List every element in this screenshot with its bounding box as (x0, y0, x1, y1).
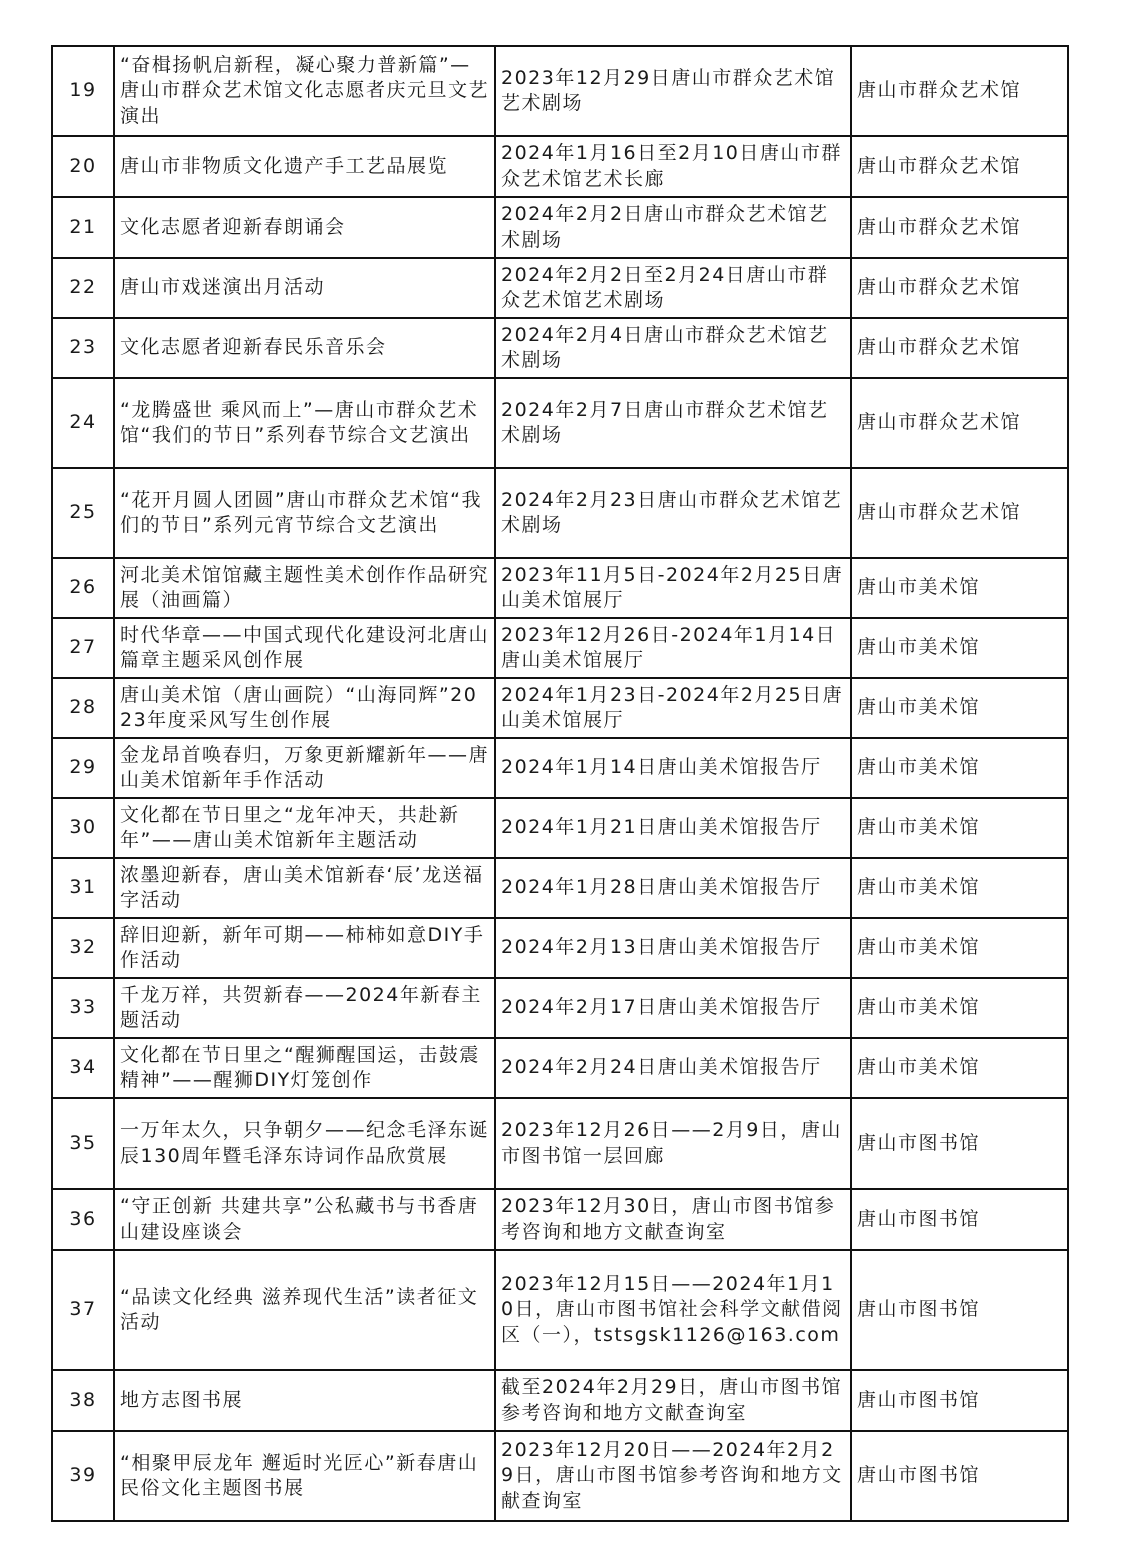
table-row (52, 136, 1068, 197)
table-row (52, 318, 1068, 378)
event-organizer: 唐山市图书馆 (851, 1431, 1068, 1521)
event-time-place: 2024年1月23日-2024年2月25日唐山美术馆展厅 (495, 678, 851, 738)
event-time-place: 2023年12月30日，唐山市图书馆参考咨询和地方文献查询室 (495, 1189, 851, 1250)
event-title: “奋楫扬帆启新程，凝心聚力普新篇”—唐山市群众艺术馆文化志愿者庆元旦文艺演出 (114, 46, 495, 136)
event-organizer: 唐山市群众艺术馆 (851, 318, 1068, 378)
event-title: 一万年太久，只争朝夕——纪念毛泽东诞辰130周年暨毛泽东诗词作品欣赏展 (114, 1098, 495, 1189)
event-time-place: 2024年2月7日唐山市群众艺术馆艺术剧场 (495, 378, 851, 468)
event-organizer: 唐山市图书馆 (851, 1189, 1068, 1250)
event-title: 时代华章——中国式现代化建设河北唐山篇章主题采风创作展 (114, 618, 495, 678)
row-number: 25 (52, 468, 114, 558)
row-number: 27 (52, 618, 114, 678)
events-table-body (52, 46, 1068, 1521)
event-time-place: 2024年1月21日唐山美术馆报告厅 (495, 798, 851, 858)
table-row (52, 46, 1068, 136)
event-organizer: 唐山市群众艺术馆 (851, 258, 1068, 318)
event-title: 千龙万祥，共贺新春——2024年新春主题活动 (114, 978, 495, 1038)
event-time-place: 2024年2月23日唐山市群众艺术馆艺术剧场 (495, 468, 851, 558)
event-time-place: 2023年12月15日——2024年1月10日，唐山市图书馆社会科学文献借阅区（一），tstsgsk1126@163.com (495, 1250, 851, 1370)
event-time-place: 2024年2月2日唐山市群众艺术馆艺术剧场 (495, 197, 851, 258)
event-title: 浓墨迎新春，唐山美术馆新春‘辰’龙送福字活动 (114, 858, 495, 918)
event-title: “品读文化经典 滋养现代生活”读者征文活动 (114, 1250, 495, 1370)
row-number: 24 (52, 378, 114, 468)
row-number: 36 (52, 1189, 114, 1250)
event-organizer: 唐山市群众艺术馆 (851, 46, 1068, 136)
event-time-place: 2024年2月24日唐山美术馆报告厅 (495, 1038, 851, 1098)
row-number: 33 (52, 978, 114, 1038)
event-title: 文化志愿者迎新春民乐音乐会 (114, 318, 495, 378)
event-time-place: 截至2024年2月29日，唐山市图书馆参考咨询和地方文献查询室 (495, 1370, 851, 1431)
row-number: 37 (52, 1250, 114, 1370)
event-organizer: 唐山市美术馆 (851, 618, 1068, 678)
table-row (52, 378, 1068, 468)
event-time-place: 2023年12月20日——2024年2月29日，唐山市图书馆参考咨询和地方文献查询室 (495, 1431, 851, 1521)
event-organizer: 唐山市美术馆 (851, 858, 1068, 918)
table-row (52, 738, 1068, 798)
row-number: 39 (52, 1431, 114, 1521)
event-title: 文化志愿者迎新春朗诵会 (114, 197, 495, 258)
row-number: 26 (52, 558, 114, 618)
event-time-place: 2024年2月17日唐山美术馆报告厅 (495, 978, 851, 1038)
event-title: “守正创新 共建共享”公私藏书与书香唐山建设座谈会 (114, 1189, 495, 1250)
event-organizer: 唐山市群众艺术馆 (851, 136, 1068, 197)
event-title: 地方志图书展 (114, 1370, 495, 1431)
row-number: 20 (52, 136, 114, 197)
row-number: 29 (52, 738, 114, 798)
event-title: 唐山市非物质文化遗产手工艺品展览 (114, 136, 495, 197)
row-number: 35 (52, 1098, 114, 1189)
row-number: 22 (52, 258, 114, 318)
row-number: 21 (52, 197, 114, 258)
event-time-place: 2023年12月26日——2月9日，唐山市图书馆一层回廊 (495, 1098, 851, 1189)
event-title: 辞旧迎新，新年可期——柿柿如意DIY手作活动 (114, 918, 495, 978)
table-row (52, 1098, 1068, 1189)
row-number: 19 (52, 46, 114, 136)
event-title: 唐山美术馆（唐山画院）“山海同辉”2023年度采风写生创作展 (114, 678, 495, 738)
event-time-place: 2024年1月28日唐山美术馆报告厅 (495, 858, 851, 918)
event-title: 金龙昂首唤春归，万象更新耀新年——唐山美术馆新年手作活动 (114, 738, 495, 798)
table-row (52, 858, 1068, 918)
event-time-place: 2024年2月4日唐山市群众艺术馆艺术剧场 (495, 318, 851, 378)
event-time-place: 2023年11月5日-2024年2月25日唐山美术馆展厅 (495, 558, 851, 618)
table-row (52, 918, 1068, 978)
row-number: 38 (52, 1370, 114, 1431)
table-row (52, 1370, 1068, 1431)
event-title: 唐山市戏迷演出月活动 (114, 258, 495, 318)
event-organizer: 唐山市群众艺术馆 (851, 378, 1068, 468)
table-row (52, 798, 1068, 858)
event-title: 河北美术馆馆藏主题性美术创作作品研究展（油画篇） (114, 558, 495, 618)
table-row (52, 468, 1068, 558)
event-time-place: 2024年1月16日至2月10日唐山市群众艺术馆艺术长廊 (495, 136, 851, 197)
event-title: 文化都在节日里之“龙年冲天，共赴新年”——唐山美术馆新年主题活动 (114, 798, 495, 858)
event-time-place: 2024年1月14日唐山美术馆报告厅 (495, 738, 851, 798)
table-row (52, 618, 1068, 678)
event-title: “龙腾盛世 乘风而上”—唐山市群众艺术馆“我们的节日”系列春节综合文艺演出 (114, 378, 495, 468)
event-organizer: 唐山市美术馆 (851, 1038, 1068, 1098)
event-organizer: 唐山市美术馆 (851, 738, 1068, 798)
table-row (52, 1250, 1068, 1370)
event-title: 文化都在节日里之“醒狮醒国运，击鼓震精神”——醒狮DIY灯笼创作 (114, 1038, 495, 1098)
event-organizer: 唐山市美术馆 (851, 678, 1068, 738)
table-row (52, 1189, 1068, 1250)
table-row (52, 1431, 1068, 1521)
event-organizer: 唐山市图书馆 (851, 1370, 1068, 1431)
table-row (52, 1038, 1068, 1098)
event-organizer: 唐山市美术馆 (851, 918, 1068, 978)
table-row (52, 978, 1068, 1038)
table-row (52, 678, 1068, 738)
row-number: 23 (52, 318, 114, 378)
event-title: “相聚甲辰龙年 邂逅时光匠心”新春唐山民俗文化主题图书展 (114, 1431, 495, 1521)
events-table (51, 45, 1069, 1522)
row-number: 34 (52, 1038, 114, 1098)
event-organizer: 唐山市群众艺术馆 (851, 468, 1068, 558)
table-row (52, 197, 1068, 258)
event-organizer: 唐山市图书馆 (851, 1250, 1068, 1370)
row-number: 32 (52, 918, 114, 978)
row-number: 31 (52, 858, 114, 918)
event-time-place: 2023年12月29日唐山市群众艺术馆艺术剧场 (495, 46, 851, 136)
table-row (52, 258, 1068, 318)
event-time-place: 2024年2月13日唐山美术馆报告厅 (495, 918, 851, 978)
row-number: 28 (52, 678, 114, 738)
event-organizer: 唐山市美术馆 (851, 558, 1068, 618)
event-organizer: 唐山市图书馆 (851, 1098, 1068, 1189)
row-number: 30 (52, 798, 114, 858)
event-organizer: 唐山市群众艺术馆 (851, 197, 1068, 258)
event-title: “花开月圆人团圆”唐山市群众艺术馆“我们的节日”系列元宵节综合文艺演出 (114, 468, 495, 558)
table-row (52, 558, 1068, 618)
event-organizer: 唐山市美术馆 (851, 978, 1068, 1038)
event-time-place: 2023年12月26日-2024年1月14日唐山美术馆展厅 (495, 618, 851, 678)
event-organizer: 唐山市美术馆 (851, 798, 1068, 858)
event-time-place: 2024年2月2日至2月24日唐山市群众艺术馆艺术剧场 (495, 258, 851, 318)
